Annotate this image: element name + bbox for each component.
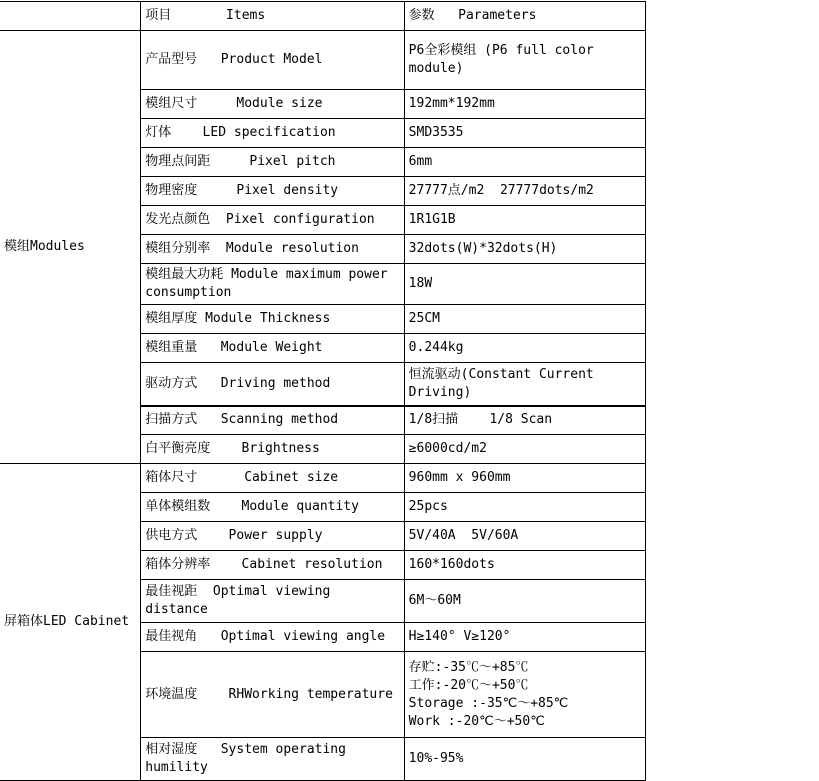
row-parameter-cell: 0.244kg xyxy=(404,334,645,363)
row-item-cell: 最佳视角 Optimal viewing angle xyxy=(141,623,404,652)
table-row xyxy=(0,464,646,493)
row-parameter-cell: 1R1G1B xyxy=(404,206,645,235)
row-item-cell: 白平衡亮度 Brightness xyxy=(141,435,404,464)
row-parameter-cell: 6M～60M xyxy=(404,580,645,623)
row-item-cell: 驱动方式 Driving method xyxy=(141,363,404,406)
row-parameter-cell: 25CM xyxy=(404,305,645,334)
row-parameter-cell: 192mm*192mm xyxy=(404,90,645,119)
row-item-cell: 模组尺寸 Module size xyxy=(141,90,404,119)
row-parameter-cell: 6mm xyxy=(404,148,645,177)
row-item-cell: 扫描方式 Scanning method xyxy=(141,406,404,435)
header-item-cell: 项目 Items xyxy=(141,2,404,31)
group-label-cabinet: 屏箱体LED Cabinet xyxy=(0,464,141,781)
row-item-cell: 模组厚度 Module Thickness xyxy=(141,305,404,334)
table-row xyxy=(0,31,646,90)
row-item-cell: 供电方式 Power supply xyxy=(141,522,404,551)
row-parameter-cell: 恒流驱动(Constant Current Driving) xyxy=(404,363,645,406)
row-item-cell: 相对湿度 System operating humility xyxy=(141,738,404,781)
row-item-cell: 灯体 LED specification xyxy=(141,119,404,148)
row-parameter-cell: 18W xyxy=(404,264,645,305)
row-parameter-cell: P6全彩模组 (P6 full color module) xyxy=(404,31,645,90)
row-item-cell: 模组分别率 Module resolution xyxy=(141,235,404,264)
header-parameter-cell: 参数 Parameters xyxy=(404,2,645,31)
row-parameter-cell: ≥6000cd/m2 xyxy=(404,435,645,464)
row-item-cell: 环境温度 RHWorking temperature xyxy=(141,652,404,738)
group-label-modules: 模组Modules xyxy=(0,31,141,464)
row-parameter-cell: H≥140° V≥120° xyxy=(404,623,645,652)
row-parameter-cell: 960mm x 960mm xyxy=(404,464,645,493)
row-item-cell: 发光点颜色 Pixel configuration xyxy=(141,206,404,235)
spec-table xyxy=(0,1,646,781)
row-item-cell: 物理点间距 Pixel pitch xyxy=(141,148,404,177)
row-item-cell: 单体模组数 Module quantity xyxy=(141,493,404,522)
row-parameter-cell: 10%-95% xyxy=(404,738,645,781)
row-parameter-cell: 1/8扫描 1/8 Scan xyxy=(404,406,645,435)
row-item-cell: 箱体分辨率 Cabinet resolution xyxy=(141,551,404,580)
row-item-cell: 模组重量 Module Weight xyxy=(141,334,404,363)
row-parameter-cell: SMD3535 xyxy=(404,119,645,148)
row-parameter-cell: 存贮:-35℃～+85℃ 工作:-20℃～+50℃ Storage :-35℃～+85℃ Work :-20℃～+50℃ xyxy=(404,652,645,738)
row-parameter-cell: 32dots(W)*32dots(H) xyxy=(404,235,645,264)
row-item-cell: 最佳视距 Optimal viewing distance xyxy=(141,580,404,623)
row-item-cell: 模组最大功耗 Module maximum power consumption xyxy=(141,264,404,305)
row-parameter-cell: 27777点/m2 27777dots/m2 xyxy=(404,177,645,206)
header-group-cell xyxy=(0,2,141,31)
row-item-cell: 产品型号 Product Model xyxy=(141,31,404,90)
table-header-row xyxy=(0,2,646,31)
row-item-cell: 箱体尺寸 Cabinet size xyxy=(141,464,404,493)
row-parameter-cell: 160*160dots xyxy=(404,551,645,580)
row-item-cell: 物理密度 Pixel density xyxy=(141,177,404,206)
row-parameter-cell: 25pcs xyxy=(404,493,645,522)
row-parameter-cell: 5V/40A 5V/60A xyxy=(404,522,645,551)
